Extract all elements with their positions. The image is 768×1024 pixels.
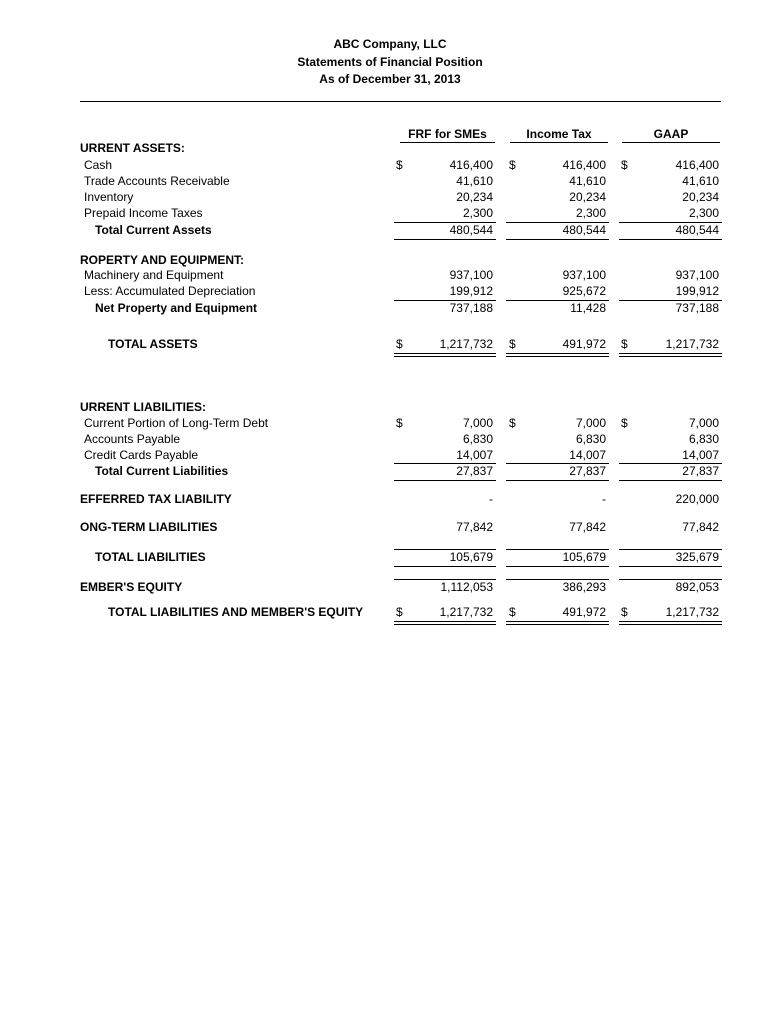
row-value-frf: 737,188 (449, 301, 493, 315)
row-label: EFFERRED TAX LIABILITY (80, 492, 232, 506)
subtotal-bottom-rule (619, 566, 722, 567)
row-label: Trade Accounts Receivable (84, 174, 230, 188)
column-header-frf: FRF for SMEs (400, 127, 495, 143)
statement-date: As of December 31, 2013 (319, 72, 461, 86)
subtotal-rule (619, 222, 722, 223)
row-value-income-tax: 925,672 (562, 284, 606, 298)
row-value-income-tax: 2,300 (575, 206, 606, 220)
row-value-income-tax: 6,830 (575, 432, 606, 446)
row-value-gaap: 7,000 (688, 416, 719, 430)
row-value-gaap: 20,234 (682, 190, 719, 204)
row-value-frf: 6,830 (462, 432, 493, 446)
currency-symbol: $ (396, 416, 403, 430)
row-label: TOTAL ASSETS (108, 337, 198, 351)
subtotal-rule (506, 579, 609, 580)
row-label: Accounts Payable (84, 432, 181, 446)
row-label: Inventory (84, 190, 134, 204)
row-value-frf: 199,912 (449, 284, 493, 298)
subtotal-bottom-rule (394, 566, 496, 567)
column-header-income-tax: Income Tax (510, 127, 608, 143)
column-header-gaap: GAAP (622, 127, 720, 143)
subtotal-bottom-rule (619, 239, 722, 240)
row-value-frf: 480,544 (449, 223, 493, 237)
row-value-income-tax: 7,000 (575, 416, 606, 430)
subtotal-bottom-rule (506, 566, 609, 567)
row-label: Prepaid Income Taxes (84, 206, 203, 220)
row-value-frf: 7,000 (462, 416, 493, 430)
subtotal-bottom-rule (619, 480, 722, 481)
row-value-income-tax: 20,234 (569, 190, 606, 204)
row-value-income-tax: 14,007 (569, 448, 606, 462)
currency-symbol: $ (509, 337, 516, 351)
subtotal-rule (394, 300, 496, 301)
subtotal-rule (506, 222, 609, 223)
total-double-rule (619, 353, 722, 357)
row-value-income-tax: 41,610 (569, 174, 606, 188)
row-value-income-tax: 105,679 (562, 550, 606, 564)
currency-symbol: $ (509, 605, 516, 619)
row-value-frf: 14,007 (456, 448, 493, 462)
row-value-gaap: 2,300 (688, 206, 719, 220)
row-label: Credit Cards Payable (84, 448, 199, 462)
row-value-gaap: 6,830 (688, 432, 719, 446)
subtotal-rule (394, 222, 496, 223)
row-value-gaap: 892,053 (675, 580, 719, 594)
row-value-frf: 937,100 (449, 268, 493, 282)
header-rule (80, 101, 721, 102)
currency-symbol: $ (396, 158, 403, 172)
row-value-income-tax: 27,837 (569, 464, 606, 478)
row-value-frf: 1,217,732 (439, 337, 493, 351)
subtotal-rule (394, 463, 496, 464)
total-double-rule (506, 353, 609, 357)
row-label: Total Current Assets (95, 223, 212, 237)
row-label: TOTAL LIABILITIES AND MEMBER'S EQUITY (108, 605, 364, 619)
row-label: TOTAL LIABILITIES (95, 550, 206, 564)
row-value-gaap: 416,400 (675, 158, 719, 172)
subtotal-rule (619, 300, 722, 301)
currency-symbol: $ (396, 337, 403, 351)
row-label: Machinery and Equipment (84, 268, 224, 282)
subtotal-rule (506, 300, 609, 301)
row-label: Cash (84, 158, 113, 172)
row-value-income-tax: 11,428 (570, 301, 606, 315)
row-value-gaap: 41,610 (682, 174, 719, 188)
subtotal-rule (394, 579, 496, 580)
row-label: ROPERTY AND EQUIPMENT: (80, 253, 245, 267)
row-value-gaap: 220,000 (675, 492, 719, 506)
row-value-gaap: 14,007 (682, 448, 719, 462)
subtotal-bottom-rule (394, 480, 496, 481)
total-double-rule (394, 353, 496, 357)
currency-symbol: $ (396, 605, 403, 619)
currency-symbol: $ (621, 605, 628, 619)
row-value-gaap: 737,188 (675, 301, 719, 315)
row-value-gaap: 325,679 (675, 550, 719, 564)
total-double-rule (619, 621, 722, 625)
row-value-frf: 416,400 (449, 158, 493, 172)
row-value-frf: 77,842 (456, 520, 493, 534)
currency-symbol: $ (621, 158, 628, 172)
row-value-income-tax: 386,293 (562, 580, 606, 594)
row-value-income-tax: 491,972 (562, 337, 606, 351)
total-double-rule (394, 621, 496, 625)
row-value-gaap: 77,842 (682, 520, 719, 534)
row-label: Current Portion of Long-Term Debt (84, 416, 269, 430)
row-label: EMBER'S EQUITY (80, 580, 183, 594)
currency-symbol: $ (509, 158, 516, 172)
row-value-income-tax: 491,972 (562, 605, 606, 619)
row-value-frf: 27,837 (456, 464, 493, 478)
row-value-gaap: 199,912 (675, 284, 719, 298)
row-label: ONG-TERM LIABILITIES (80, 520, 218, 534)
row-value-frf: 105,679 (449, 550, 493, 564)
row-value-gaap: 1,217,732 (665, 337, 719, 351)
row-label: Net Property and Equipment (95, 301, 258, 315)
row-value-frf: 1,112,053 (440, 580, 493, 594)
subtotal-bottom-rule (506, 480, 609, 481)
subtotal-rule (394, 549, 496, 550)
row-value-frf: 20,234 (456, 190, 493, 204)
statement-title: Statements of Financial Position (297, 55, 483, 69)
row-label: Total Current Liabilities (95, 464, 229, 478)
row-value-income-tax: 416,400 (562, 158, 606, 172)
subtotal-rule (619, 549, 722, 550)
row-value-gaap: 937,100 (675, 268, 719, 282)
subtotal-bottom-rule (506, 239, 609, 240)
currency-symbol: $ (621, 416, 628, 430)
row-value-income-tax: 480,544 (562, 223, 606, 237)
row-value-frf: 2,300 (462, 206, 493, 220)
currency-symbol: $ (621, 337, 628, 351)
row-value-income-tax: 77,842 (569, 520, 606, 534)
subtotal-bottom-rule (394, 239, 496, 240)
subtotal-rule (619, 463, 722, 464)
row-value-frf: 1,217,732 (439, 605, 493, 619)
row-label: URRENT LIABILITIES: (80, 400, 206, 414)
row-value-gaap: 1,217,732 (665, 605, 719, 619)
company-name: ABC Company, LLC (333, 37, 447, 51)
total-double-rule (506, 621, 609, 625)
subtotal-rule (506, 463, 609, 464)
row-label: Less: Accumulated Depreciation (84, 284, 256, 298)
row-value-frf: 41,610 (456, 174, 493, 188)
row-value-income-tax: 937,100 (562, 268, 606, 282)
row-label: URRENT ASSETS: (80, 141, 185, 155)
row-value-gaap: 480,544 (675, 223, 719, 237)
currency-symbol: $ (509, 416, 516, 430)
row-value-income-tax: - (602, 492, 606, 506)
subtotal-rule (619, 579, 722, 580)
row-value-frf: - (489, 492, 493, 506)
row-value-gaap: 27,837 (682, 464, 719, 478)
subtotal-rule (506, 549, 609, 550)
